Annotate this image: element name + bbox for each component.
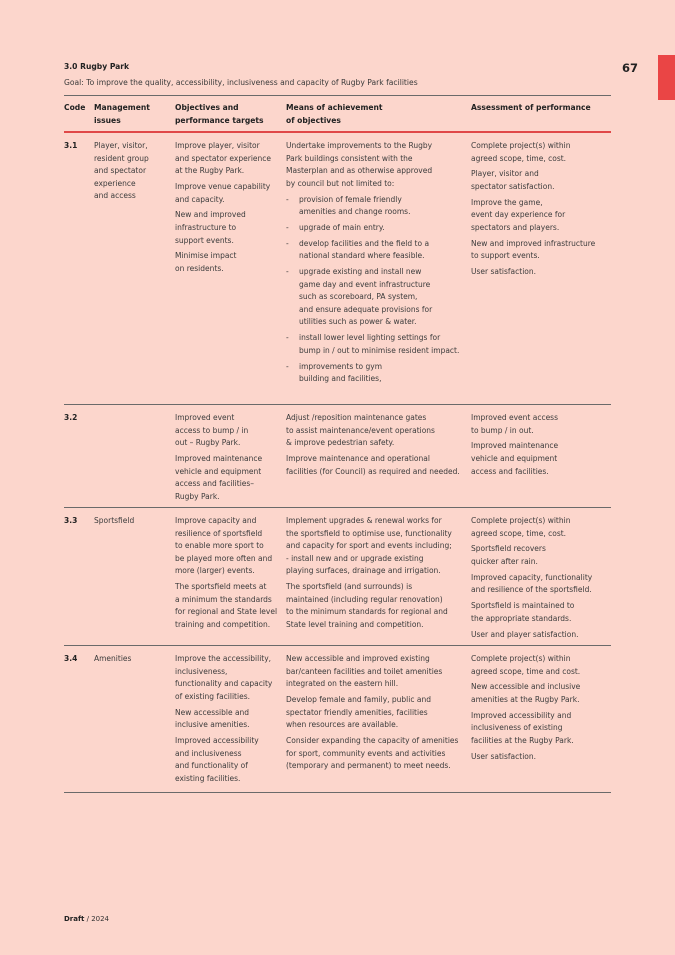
- objective-item: New accessible and inclusive amenities.: [175, 707, 250, 730]
- assessment-item: New and improved infrastructure to support events.: [471, 238, 596, 261]
- row-means: [286, 412, 460, 481]
- means-intro: Undertake improvements to the Rugby Park buildings consistent with the Masterplan and as otherwise approved by council but not limited to:: [286, 141, 433, 188]
- objective-item: Improved maintenance vehicle and equipment access and facilities– Rugby Park.: [175, 453, 263, 501]
- table-top-rule: [64, 95, 611, 96]
- row-management-issue: Sportsfield: [94, 516, 135, 525]
- objective-item: Improve player, visitor and spectator experience at the Rugby Park.: [175, 141, 272, 176]
- objective-item: Minimise impact on residents.: [175, 251, 237, 273]
- row-code: 3.4: [64, 654, 78, 663]
- header-rule: [64, 131, 611, 133]
- means-item: Adjust /reposition maintenance gates to assist maintenance/event operations & improve pedestrian safety.: [286, 413, 435, 448]
- row-objectives: [175, 515, 277, 635]
- means-bullet: - install lower level lighting settings for bump in / out to minimise resident impact.: [286, 332, 459, 357]
- assessment-item: New accessible and inclusive amenities at the Rugby Park.: [471, 682, 581, 704]
- objective-item: New and improved infrastructure to support events.: [175, 210, 246, 245]
- assessment-item: Complete project(s) within agreed scope, time, cost.: [471, 516, 571, 538]
- goal-statement: Goal: To improve the quality, accessibility, inclusiveness and capacity of Rugby Park facilities: [64, 78, 418, 87]
- means-item: Improve maintenance and operational facilities (for Council) as required and needed.: [286, 453, 460, 476]
- row-divider: [64, 507, 611, 508]
- objective-item: Improve venue capability and capacity.: [175, 181, 271, 204]
- assessment-item: Improved maintenance vehicle and equipment access and facilities.: [471, 441, 559, 476]
- row-code: 3.2: [64, 413, 78, 422]
- row-assessment: [471, 653, 580, 767]
- assessment-item: Improved event access to bump / in out.: [471, 413, 559, 435]
- assessment-item: Complete project(s) within agreed scope, time and cost.: [471, 654, 581, 676]
- assessment-item: User satisfaction.: [471, 751, 537, 761]
- assessment-item: Complete project(s) within agreed scope, time, cost.: [471, 141, 571, 163]
- row-divider: [64, 645, 611, 646]
- row-divider: [64, 404, 611, 405]
- means-bullet: - upgrade existing and install new game day and event infrastructure such as scoreboard, PA system, and ensure adequate provisions for utilities such as power & water.: [286, 266, 459, 329]
- page-number: 67: [622, 61, 639, 75]
- row-divider: [64, 792, 611, 793]
- means-item: The sportsfield (and surrounds) is maintained (including regular renovation) to the minimum standards for regional and State level training and competition.: [286, 582, 448, 629]
- row-objectives: [175, 140, 271, 279]
- means-item: Implement upgrades & renewal works for the sportsfield to optimise use, functionality and capacity for sport and events including; - install new and or upgrade existing playing surfaces, drainage and irrigation.: [286, 516, 452, 576]
- row-management-issue: Player, visitor, resident group and spectator experience and access: [94, 141, 149, 201]
- row-means: [286, 515, 452, 635]
- assessment-item: Sportsfield is maintained to the appropriate standards.: [471, 601, 575, 623]
- row-objectives: [175, 412, 262, 507]
- means-item: Consider expanding the capacity of amenities for sport, community events and activities (temporary and permanent) to meet needs.: [286, 735, 459, 771]
- row-assessment: [471, 515, 592, 644]
- header-means: Means of achievement of objectives: [286, 103, 383, 125]
- assessment-item: Improved capacity, functionality and resilience of the sportsfield.: [471, 572, 593, 595]
- header-code: Code: [64, 103, 86, 112]
- means-bullet: - upgrade of main entry.: [286, 222, 459, 235]
- row-assessment: [471, 412, 558, 481]
- assessment-item: Improve the game, event day experience for spectators and players.: [471, 197, 566, 232]
- section-title: 3.0 Rugby Park: [64, 62, 130, 71]
- header-management-issues: Management issues: [94, 103, 150, 125]
- row-management-issue: Amenities: [94, 654, 132, 663]
- row-objectives: [175, 653, 272, 789]
- row-means: [286, 653, 458, 776]
- assessment-item: User and player satisfaction.: [471, 629, 579, 639]
- objective-item: The sportsfield meets at a minimum the standards for regional and State level training and competition.: [175, 582, 278, 629]
- row-assessment: [471, 140, 595, 282]
- assessment-item: User satisfaction.: [471, 267, 537, 277]
- objective-item: Improved event access to bump / in out – Rugby Park.: [175, 413, 249, 448]
- means-bullet: - improvements to gym building and facilities,: [286, 361, 459, 386]
- objective-item: Improve the accessibility, inclusiveness, functionality and capacity of existing facilities.: [175, 654, 273, 701]
- row-means: [286, 140, 459, 389]
- means-item: New accessible and improved existing bar/canteen facilities and toilet amenities integrated on the eastern hill.: [286, 654, 443, 689]
- objective-item: Improved accessibility and inclusiveness and functionality of existing facilities.: [175, 735, 259, 783]
- objective-item: Improve capacity and resilience of sportsfield to enable more sport to be played more often and more (larger) events.: [175, 516, 273, 576]
- means-item: Develop female and family, public and spectator friendly amenities, facilities when resources are available.: [286, 694, 431, 730]
- assessment-item: Improved accessibility and inclusiveness of existing facilities at the Rugby Park.: [471, 710, 574, 745]
- footer: Draft / 2024: [64, 915, 110, 923]
- header-objectives: Objectives and performance targets: [175, 103, 264, 125]
- page-tab-marker: [658, 55, 675, 100]
- assessment-item: Player, visitor and spectator satisfaction.: [471, 169, 555, 191]
- means-bullet: - provision of female friendly amenities and change rooms.: [286, 194, 459, 219]
- row-code: 3.3: [64, 516, 78, 525]
- row-code: 3.1: [64, 141, 78, 150]
- assessment-item: Sportsfield recovers quicker after rain.: [471, 544, 546, 566]
- header-assessment: Assessment of performance: [471, 103, 591, 112]
- means-bullet: - develop facilities and the field to a national standard where feasible.: [286, 238, 459, 263]
